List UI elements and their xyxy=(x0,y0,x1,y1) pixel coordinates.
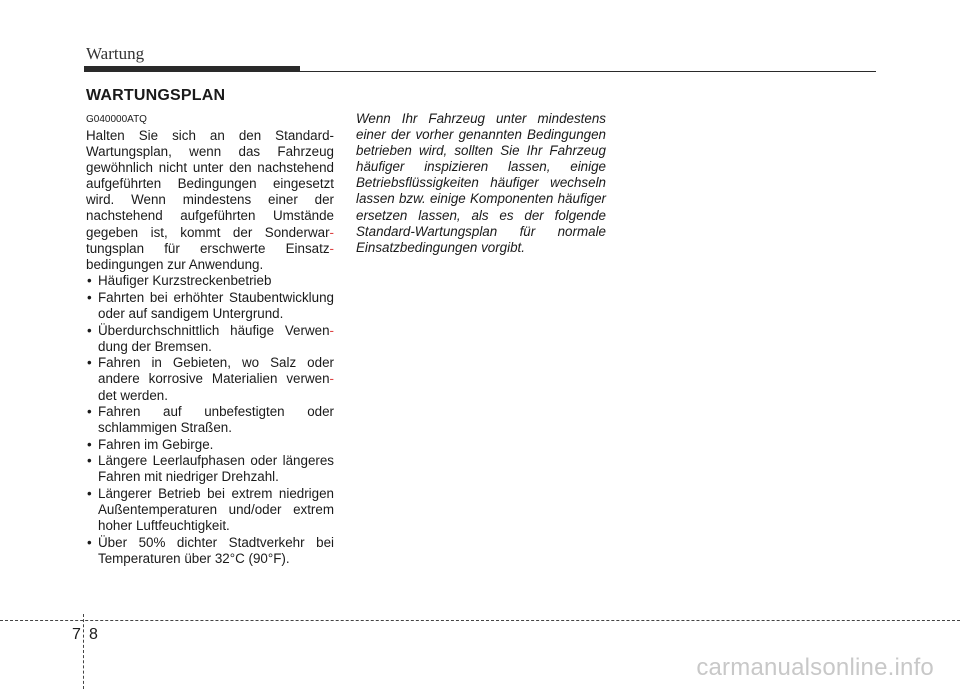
chapter-number: 7 xyxy=(72,626,81,643)
list-item: • Fahren im Gebirge. xyxy=(87,436,214,452)
header-rule xyxy=(300,71,876,72)
list-item: • Überdurchschnittlich häufige Verwen- dung der Bremsen. xyxy=(87,322,334,354)
list-item: • Über 50% dichter Stadtverkehr bei Temperaturen über 32°C (90°F). xyxy=(87,534,334,566)
section-code: G040000ATQ xyxy=(86,114,147,125)
page-number: 8 xyxy=(89,626,98,643)
list-item: • Längerer Betrieb bei extrem niedrigen Außentemperaturen und/oder extrem hoher Luftfeuchtigkeit. xyxy=(87,486,334,534)
watermark: carmanualsonline.info xyxy=(696,654,934,681)
chapter-title: Wartung xyxy=(86,44,145,63)
list-item: • Fahren in Gebieten, wo Salz oder andere korrosive Materialien verwen- det werden. xyxy=(87,355,334,403)
list-item: • Fahren auf unbefestigten oder schlammigen Straßen. xyxy=(87,404,334,436)
conditions-list xyxy=(86,273,334,567)
right-column-note: Wenn Ihr Fahrzeug unter mindestens einer der vorher genannten Bedingungen betrieben wird, sollten Sie Ihr Fahrzeug häufiger inspizieren lassen, einige Betriebsflüssigkeiten häufiger wechseln lassen bzw. einige Komponenten häufiger ersetzen lassen, als es der folgende Standard-Wartungsplan für normale Einsatzbedingungen vorgibt. xyxy=(356,111,606,255)
list-item: • Längere Leerlaufphasen oder längeres Fahren mit niedriger Drehzahl. xyxy=(87,453,334,485)
footer-divider xyxy=(83,614,84,689)
list-item: • Fahrten bei erhöhter Staubentwicklung oder auf sandigem Untergrund. xyxy=(87,289,334,322)
header-bar xyxy=(84,66,300,72)
list-item: • Häufiger Kurzstreckenbetrieb xyxy=(87,273,272,289)
section-title: WARTUNGSPLAN xyxy=(86,87,226,104)
intro-paragraph: Halten Sie sich an den Standard-Wartungsplan, wenn das Fahrzeug gewöhnlich nicht unter den nachstehend aufgeführten Bedingungen eingesetzt wird. Wenn mindestens einer der nachstehend aufgeführten Umstände gegeben ist, kommt der Sonderwar- tungsplan für erschwerte Einsatz- bedingungen zur Anwendung. xyxy=(86,128,334,272)
left-column xyxy=(86,114,334,567)
footer-rule xyxy=(0,620,960,621)
